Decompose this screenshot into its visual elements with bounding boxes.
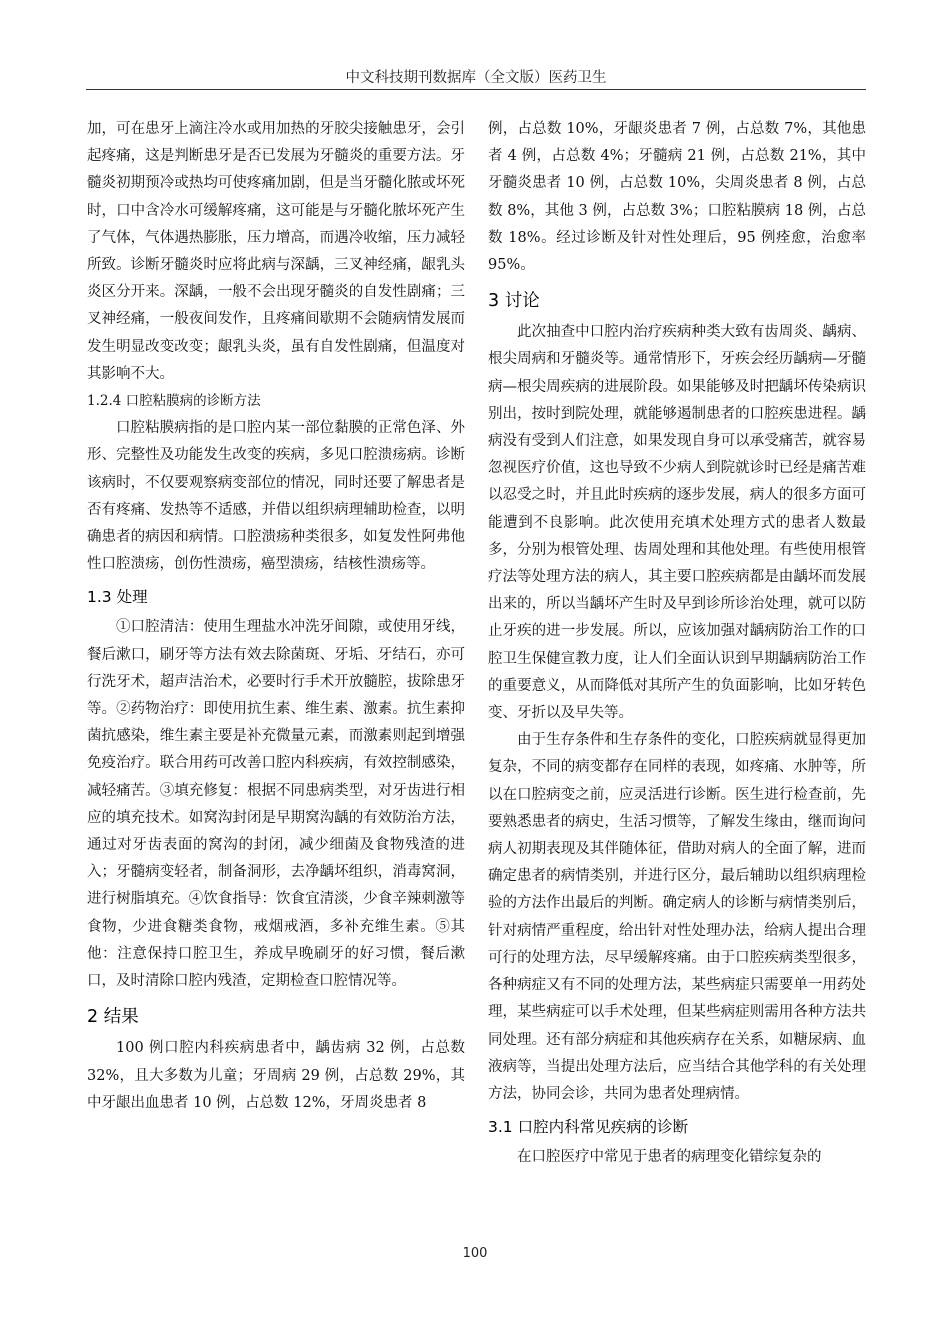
right-column	[488, 116, 866, 1171]
header-rule	[86, 89, 866, 90]
paragraph: ①口腔清洁：使用生理盐水冲洗牙间隙，或使用牙线，餐后漱口，刷牙等方法有效去除菌斑、牙垢、牙结石，亦可行洗牙术，超声洁治术，必要时行手术开放髓腔，拔除患牙等。②药物治疗：即使用抗生素、维生素、激素。抗生素抑菌抗感染，维生素主要是补充微量元素，而激素则起到增强免疫治疗。联合用药可改善口腔内科疾病，有效控制感染，减轻痛苦。③填充修复：根据不同患病类型，对牙齿进行相应的填充技术。如窝沟封闭是早期窝沟龋的有效防治方法，通过对牙齿表面的窝沟的封闭，减少细菌及食物残渣的进入；牙髓病变轻者，制备洞形，去净龋坏组织，消毒窝洞，进行树脂填充。④饮食指导：饮食宜清淡，少食辛辣刺激等食物，少进食糖类食物，戒烟戒酒，多补充维生素。⑤其他：注意保持口腔卫生，养成早晚刷牙的好习惯，餐后漱口，及时清除口腔内残渣，定期检查口腔情况等。	[87, 619, 465, 990]
section-heading-2: 2 结果	[87, 1007, 139, 1028]
section-heading-3: 3 讨论	[488, 291, 540, 312]
paragraph: 在口腔医疗中常见于患者的病理变化错综复杂的	[517, 1149, 822, 1166]
left-column	[87, 116, 465, 1117]
paragraph: 加，可在患牙上滴注冷水或用加热的牙胶尖接触患牙，会引起疼痛，这是判断患牙是否已发展为牙髓炎的重要方法。牙髓炎初期预冷或热均可使疼痛加剧，但是当牙髓化脓或坏死时，口中含冷水可缓解疼痛，这可能是与牙髓化脓坏死产生了气体，气体遇热膨胀，压力增高，而遇冷收缩，压力减轻所致。诊断牙髓炎时应将此病与深龋，三叉神经痛，龈乳头炎区分开来。深龋，一般不会出现牙髓炎的自发性剧痛；三叉神经痛，一般夜间发作，且疼痛间歇期不会随病情发展而发生明显改变改变；龈乳头炎，虽有自发性剧痛，但温度对其影响不大。	[87, 121, 465, 382]
paragraph: 由于生存条件和生存条件的变化，口腔疾病就显得更加复杂，不同的病变都存在同样的表现，如疼痛、水肿等，所以在口腔病变之前，应灵活进行诊断。医生进行检查前，先要熟悉患者的病史，生活习惯等，了解发生缘由，继而询问病人初期表现及其伴随体征，借助对病人的全面了解，进而确定患者的病情类别，并进行区分，最后辅助以组织病理检验的方法作出最后的判断。确定病人的诊断与病情类别后，针对病情严重程度，给出针对性处理办法，给病人提出合理可行的处理方法，尽早缓解疼痛。由于口腔疾病类型很多，各种病症又有不同的处理方法，某些病症只需要单一用药处理，某些病症可以手术处理，但某些病症则需用各种方法共同处理。还有部分病症和其他疾病存在关系，如糖尿病、血液病等，当提出处理方法后，应当结合其他学科的有关处理方法，协同会诊，共同为患者处理病情。	[488, 732, 866, 1102]
section-heading-1-2-4: 1.2.4 口腔粘膜病的诊断方法	[87, 393, 261, 410]
paragraph: 此次抽查中口腔内治疗疾病种类大致有齿周炎、龋病、根尖周病和牙髓炎等。通常情形下，牙疾会经历龋病—牙髓病—根尖周疾病的进展阶段。如果能够及时把龋坏传染病识别出，按时到院处理，就能够遏制患者的口腔疾患进程。龋病没有受到人们注意，如果发现自身可以承受痛苦，就容易忽视医疗价值，这也导致不少病人到院就诊时已经是痛苦难以忍受之时，并且此时疾病的逐步发展，病人的很多方面可能遭到不良影响。此次使用充填术处理方式的患者人数最多，分别为根管处理、齿周处理和其他处理。有些使用根管疗法等处理方法的病人，其主要口腔疾病都是由龋坏而发展出来的，所以当龋坏产生时及早到诊所诊治处理，就可以防止牙疾的进一步发展。所以，应该加强对龋病防治工作的口腔卫生保健宣教力度，让人们全面认识到早期龋病防治工作的重要意义，从而降低对其所产生的负面影响，比如牙转色变、牙折以及早失等。	[488, 324, 866, 722]
section-heading-1-3: 1.3 处理	[87, 588, 148, 607]
page-number: 100	[462, 1246, 488, 1261]
journal-header: 中文科技期刊数据库（全文版）医药卫生	[345, 70, 607, 86]
paragraph: 口腔粘膜病指的是口腔内某一部位黏膜的正常色泽、外形、完整性及功能发生改变的疾病，多见口腔溃疡病。诊断该病时，不仅要观察病变部位的情况，同时还要了解患者是否有疼痛、发热等不适感，并借以组织病理辅助检查，以明确患者的病因和病情。口腔溃疡种类很多，如复发性阿弗他性口腔溃疡，创伤性溃疡，癌型溃疡，结核性溃疡等。	[87, 420, 465, 573]
section-heading-3-1: 3.1 口腔内科常见疾病的诊断	[488, 1118, 689, 1137]
paragraph: 例，占总数 10%，牙龈炎患者 7 例，占总数 7%，其他患者 4 例，占总数 4%；牙髓病 21 例，占总数 21%，其中牙髓炎患者 10 例，占总数 10%，尖周炎患者 8 例，占总数 8%，其他 3 例，占总数 3%；口腔粘膜病 18 例，占总数 18%。经过诊断及针对性处理后，95 例痊愈，治愈率 95%。	[488, 121, 866, 274]
paragraph: 100 例口腔内科疾病患者中，龋齿病 32 例，占总数 32%，且大多数为儿童；牙周病 29 例，占总数 29%，其中牙龈出血患者 10 例，占总数 12%，牙周炎患者 8	[87, 1040, 465, 1111]
